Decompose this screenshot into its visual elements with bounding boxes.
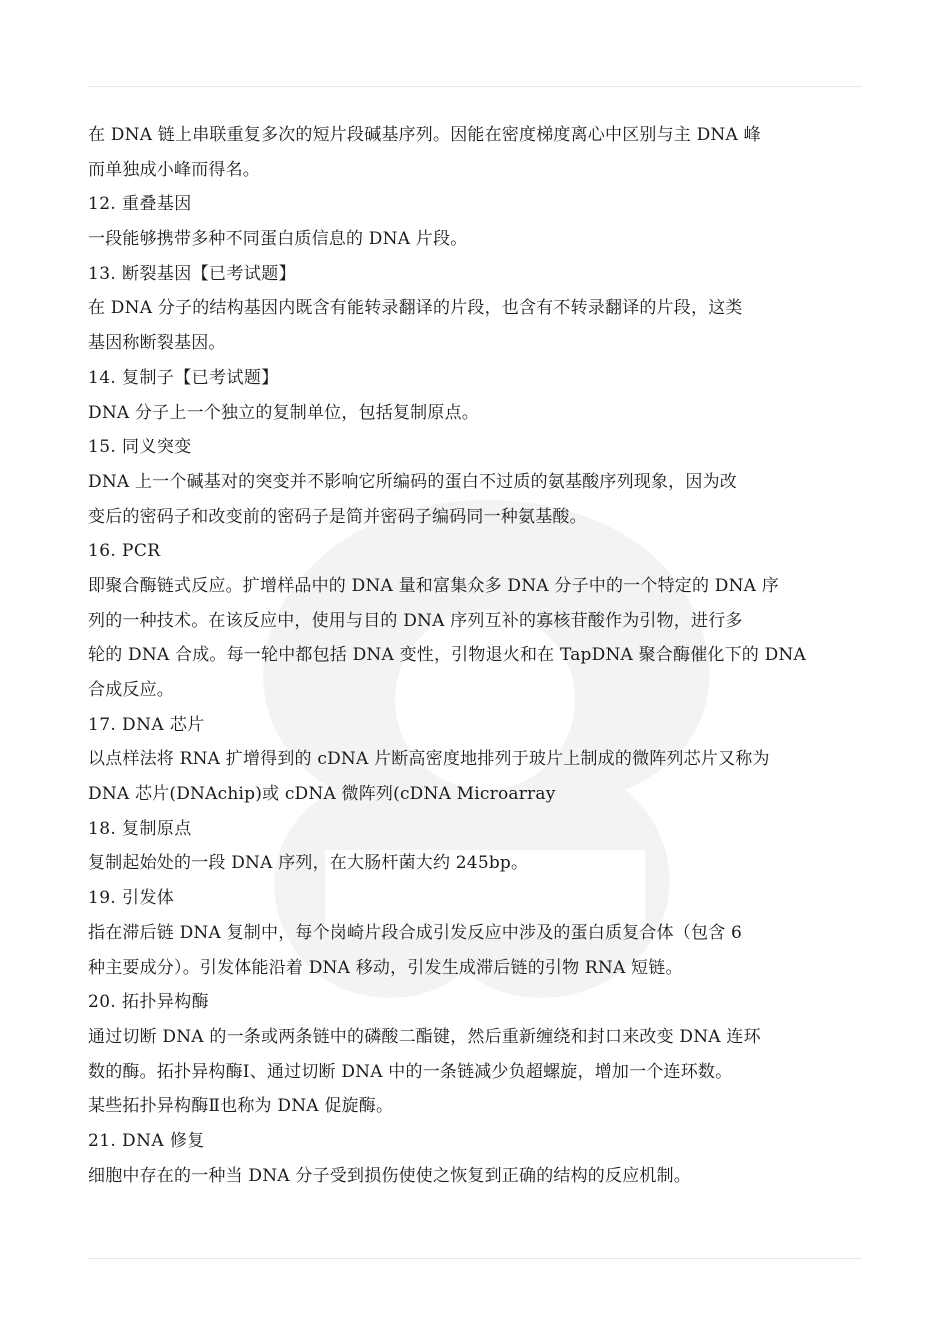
text-line: 复制起始处的一段 DNA 序列，在大肠杆菌大约 245bp。 [88, 853, 529, 874]
text-line: 通过切断 DNA 的一条或两条链中的磷酸二酯键，然后重新缠绕和封口来改变 DNA 连环 [88, 1026, 761, 1047]
term-heading: 21. DNA 修复 [88, 1130, 205, 1151]
text-line: DNA 分子上一个独立的复制单位，包括复制原点。 [88, 402, 479, 423]
text-line: 变后的密码子和改变前的密码子是简并密码子编码同一种氨基酸。 [88, 506, 587, 527]
term-heading: 13. 断裂基因【已考试题】 [88, 263, 297, 284]
text-line: 合成反应。 [88, 680, 174, 700]
document-body [88, 118, 868, 1193]
text-line: 基因称断裂基因。 [88, 333, 226, 354]
term-heading: 14. 复制子【已考试题】 [88, 367, 279, 388]
text-line: 即聚合酶链式反应。扩增样品中的 DNA 量和富集众多 DNA 分子中的一个特定的 DNA 序 [88, 575, 779, 596]
term-heading: 12. 重叠基因 [88, 194, 192, 215]
term-heading: 19. 引发体 [88, 888, 175, 909]
text-line: 以点样法将 RNA 扩增得到的 cDNA 片断高密度地排列于玻片上制成的微阵列芯片又称为 [88, 749, 770, 770]
footer-rule [88, 1258, 862, 1259]
text-line: 轮的 DNA 合成。每一轮中都包括 DNA 变性，引物退火和在 TapDNA 聚合酶催化下的 DNA [88, 645, 806, 666]
text-line: 一段能够携带多种不同蛋白质信息的 DNA 片段。 [88, 229, 468, 250]
text-line: 数的酶。拓扑异构酶Ⅰ、通过切断 DNA 中的一条链减少负超螺旋，增加一个连环数。 [88, 1061, 733, 1082]
header-rule [88, 86, 862, 87]
text-line: 指在滞后链 DNA 复制中，每个岗崎片段合成引发反应中涉及的蛋白质复合体（包含 6 [88, 922, 743, 943]
text-line: 种主要成分）。引发体能沿着 DNA 移动，引发生成滞后链的引物 RNA 短链。 [88, 957, 683, 978]
term-heading: 16. PCR [88, 541, 161, 562]
text-line: 细胞中存在的一种当 DNA 分子受到损伤使使之恢复到正确的结构的反应机制。 [88, 1165, 691, 1186]
text-line: 而单独成小峰而得名。 [88, 159, 260, 180]
term-heading: 17. DNA 芯片 [88, 714, 205, 735]
text-line: 在 DNA 分子的结构基因内既含有能转录翻译的片段，也含有不转录翻译的片段，这类 [88, 298, 743, 319]
text-line: DNA 上一个碱基对的突变并不影响它所编码的蛋白不过质的氨基酸序列现象，因为改 [88, 471, 737, 492]
text-line: DNA 芯片(DNAchip)或 cDNA 微阵列(cDNA Microarray [88, 784, 556, 805]
text-line: 在 DNA 链上串联重复多次的短片段碱基序列。因能在密度梯度离心中区别与主 DNA 峰 [88, 125, 761, 145]
text-line: 某些拓扑异构酶Ⅱ也称为 DNA 促旋酶。 [88, 1096, 394, 1117]
term-heading: 20. 拓扑异构酶 [88, 992, 210, 1013]
text-line: 列的一种技术。在该反应中，使用与目的 DNA 序列互补的寡核苷酸作为引物，进行多 [88, 610, 743, 631]
term-heading: 18. 复制原点 [88, 818, 192, 839]
term-heading: 15. 同义突变 [88, 437, 192, 458]
